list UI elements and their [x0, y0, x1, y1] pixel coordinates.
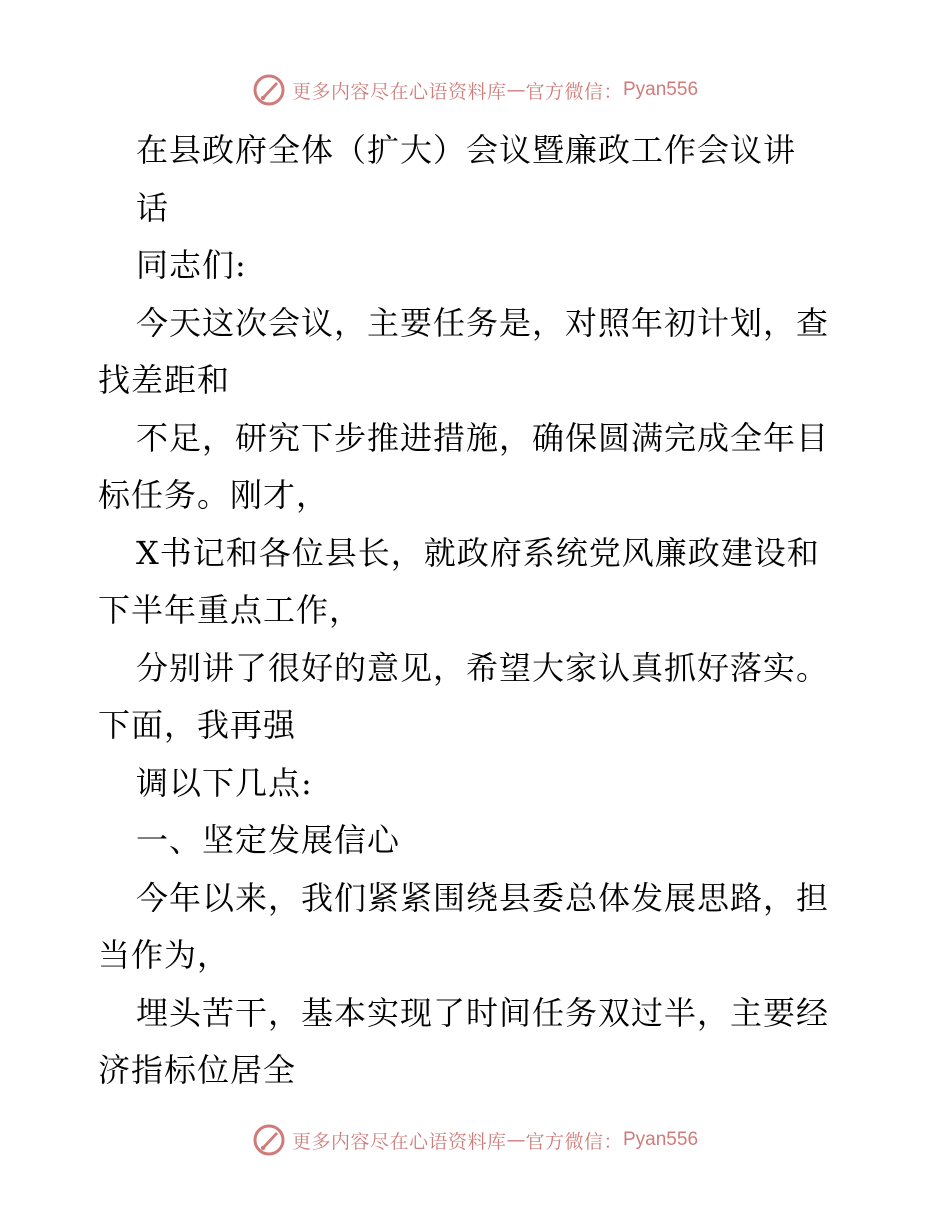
- paragraph-line: 今年以来，我们紧紧围绕县委总体发展思路，担: [136, 878, 830, 917]
- paragraph-line: 当作为，: [98, 936, 231, 974]
- watermark-wechat-id: Pyan556: [623, 79, 699, 100]
- watermark-header: [0, 70, 950, 110]
- quill-logo-icon: [252, 73, 286, 107]
- document-body: [98, 122, 858, 1100]
- watermark-separator: —: [506, 1129, 526, 1151]
- watermark-wechat-label: 官方微信：: [525, 80, 623, 103]
- paragraph-line: 找差距和: [98, 361, 231, 399]
- paragraph-line: 下面，我再强: [98, 706, 297, 744]
- paragraph-line: 济指标位居全: [98, 1051, 297, 1089]
- quill-logo-icon: [252, 1123, 286, 1157]
- paragraph-line: 分别讲了很好的意见，希望大家认真抓好落实。: [136, 648, 830, 687]
- watermark-wechat-label: 官方微信：: [525, 1130, 623, 1153]
- document-title-line-1: 在县政府全体（扩大）会议暨廉政工作会议讲: [136, 131, 797, 169]
- paragraph-line: 下半年重点工作，: [98, 591, 363, 629]
- watermark-wechat-id: Pyan556: [623, 1129, 699, 1150]
- watermark-footer: [0, 1120, 950, 1160]
- document-title-line-2: 话: [136, 188, 170, 227]
- paragraph-line: 不足，研究下步推进措施，确保圆满完成全年目: [136, 418, 830, 457]
- section-heading: 一、坚定发展信心: [136, 821, 401, 859]
- paragraph-line: 今天这次会议，主要任务是，对照年初计划，查: [136, 303, 830, 342]
- paragraph-line: 标任务。刚才，: [98, 476, 330, 514]
- paragraph-line: 埋头苦干，基本实现了时间任务双过半，主要经: [136, 993, 830, 1032]
- watermark-text: 更多内容尽在心语资料库: [291, 1130, 507, 1153]
- watermark-separator: —: [506, 79, 526, 101]
- salutation: 同志们:: [136, 246, 247, 284]
- paragraph-line: X书记和各位县长，就政府系统党风廉政建设和: [136, 533, 820, 572]
- watermark-text: 更多内容尽在心语资料库: [291, 80, 507, 103]
- paragraph-line: 调以下几点:: [136, 763, 313, 802]
